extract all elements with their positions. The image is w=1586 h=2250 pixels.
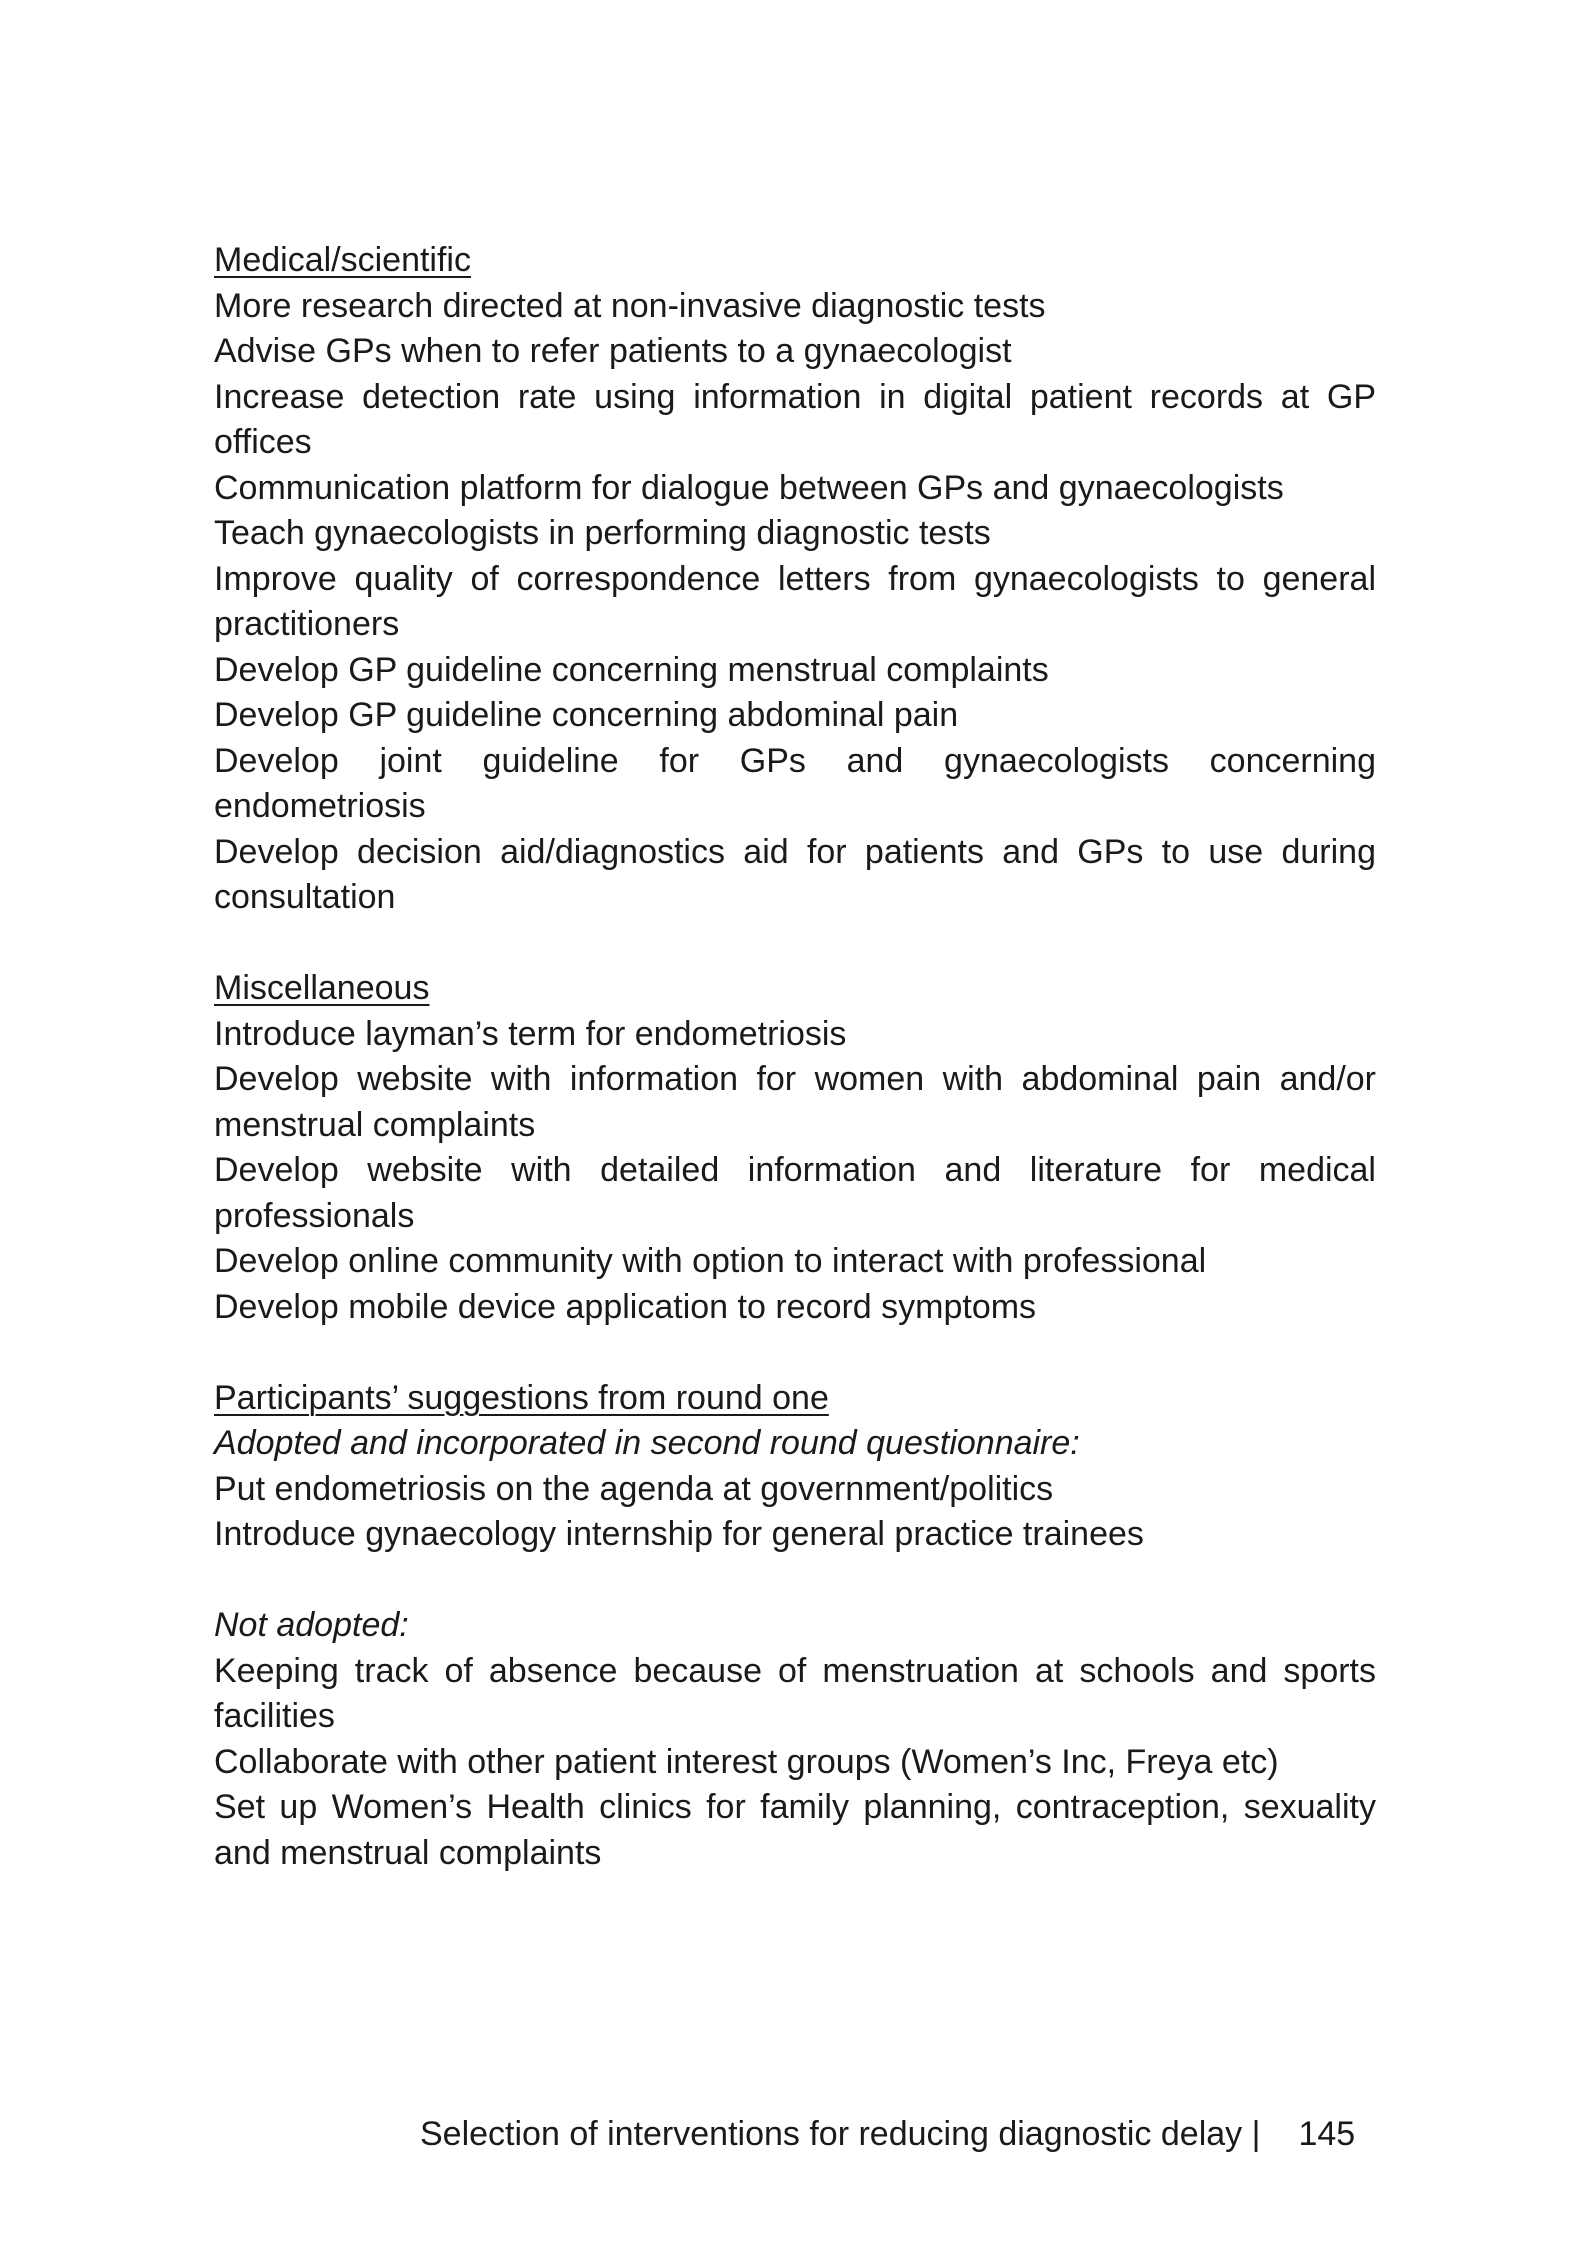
list-item: Develop mobile device application to record symptoms [214, 1287, 1037, 1326]
list-item: Improve quality of correspondence letters from gynaecologists to general practitioners [214, 559, 1376, 643]
list-item: More research directed at non-invasive diagnostic tests [214, 286, 1046, 325]
list-item: Keeping track of absence because of menstruation at schools and sports facilities [214, 1651, 1376, 1735]
page-number: 145 [1298, 2115, 1356, 2153]
list-item: Set up Women’s Health clinics for family planning, contraception, sexuality and menstrual complaints [214, 1788, 1376, 1872]
list-item: Develop website with detailed information and literature for medical professionals [214, 1151, 1376, 1235]
section-miscellaneous [214, 966, 1376, 1330]
list-item: Develop GP guideline concerning abdominal pain [214, 696, 959, 734]
page-body [214, 238, 1376, 1876]
section-heading: Medical/scientific [214, 241, 471, 279]
list-item: Develop website with information for women with abdominal pain and/or menstrual complaints [214, 1060, 1376, 1144]
list-item: Develop joint guideline for GPs and gynaecologists concerning endometriosis [214, 741, 1376, 825]
list-item: Increase detection rate using information in digital patient records at GP offices [214, 377, 1376, 461]
list-item: Communication platform for dialogue between GPs and gynaecologists [214, 468, 1284, 507]
section-participants-suggestions [214, 1376, 1376, 1877]
list-item: Develop decision aid/diagnostics aid for patients and GPs to use during consultation [214, 832, 1376, 916]
list-item: Introduce layman’s term for endometriosis [214, 1014, 847, 1053]
list-item: Advise GPs when to refer patients to a gynaecologist [214, 332, 1012, 370]
list-item: Introduce gynaecology internship for general practice trainees [214, 1515, 1144, 1553]
list-item: Collaborate with other patient interest groups (Women’s Inc, Freya etc) [214, 1742, 1279, 1781]
section-heading: Miscellaneous [214, 969, 430, 1007]
not-adopted-subheading: Not adopted: [214, 1606, 409, 1644]
running-title: Selection of interventions for reducing diagnostic delay | [420, 2115, 1261, 2153]
page-footer [420, 2112, 1380, 2157]
list-item: Develop GP guideline concerning menstrual complaints [214, 650, 1049, 689]
list-item: Teach gynaecologists in performing diagnostic tests [214, 514, 991, 552]
section-medical-scientific [214, 238, 1376, 921]
list-item: Put endometriosis on the agenda at government/politics [214, 1469, 1054, 1508]
adopted-subheading: Adopted and incorporated in second round questionnaire: [214, 1424, 1080, 1462]
list-item: Develop online community with option to interact with professional [214, 1242, 1207, 1280]
spacer [214, 1558, 1376, 1604]
section-heading: Participants’ suggestions from round one [214, 1378, 829, 1417]
